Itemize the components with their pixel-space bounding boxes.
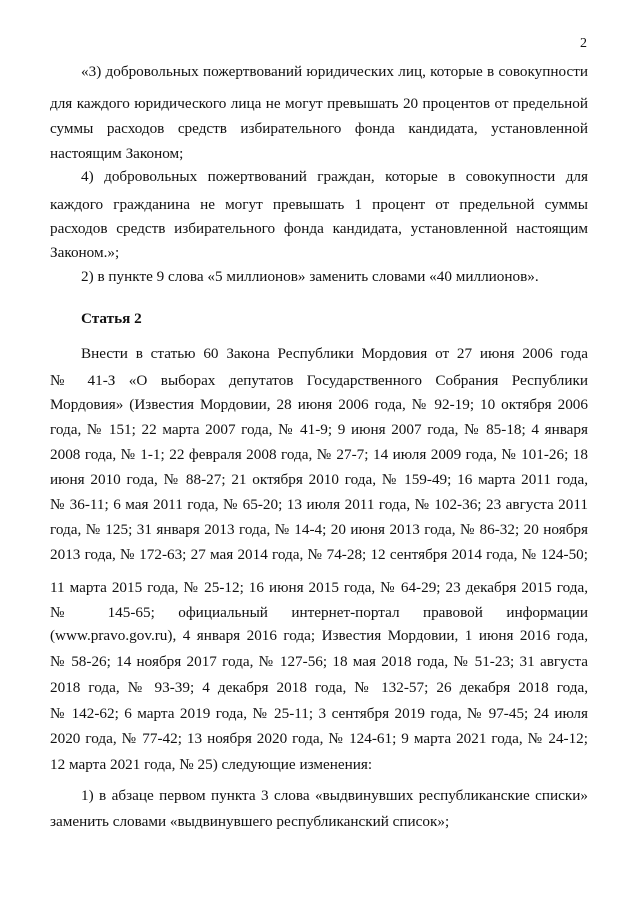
paragraph-line: июня 2010 года, № 88-27; 21 октября 2010 года, № 159-49; 16 марта 2011 года, <box>50 471 588 488</box>
paragraph-line: года, № 125; 31 января 2013 года, № 14-4; 20 июня 2013 года, № 86-32; 20 ноября <box>50 521 588 538</box>
paragraph-line: Внести в статью 60 Закона Республики Мордовия от 27 июня 2006 года <box>81 345 588 362</box>
paragraph-line: № 41-З «О выборах депутатов Государственного Собрания Республики <box>50 372 588 389</box>
paragraph-line: 11 марта 2015 года, № 25-12; 16 июня 2015 года, № 64-29; 23 декабря 2015 года, <box>50 579 588 596</box>
page-number: 2 <box>580 36 587 51</box>
paragraph-line: 1) в абзаце первом пункта 3 слова «выдвинувших республиканские списки» <box>81 787 588 804</box>
paragraph-line: суммы расходов средств избирательного фонда кандидата, установленной <box>50 120 588 137</box>
paragraph-line: «3) добровольных пожертвований юридических лиц, которые в совокупности <box>81 63 588 80</box>
paragraph-line: 4) добровольных пожертвований граждан, которые в совокупности для <box>81 168 588 185</box>
paragraph-line: 2008 года, № 1-1; 22 февраля 2008 года, № 27-7; 14 июля 2009 года, № 101-26; 18 <box>50 446 588 463</box>
paragraph-line: (www.pravo.gov.ru), 4 января 2016 года; Известия Мордовии, 1 июня 2016 года, <box>50 627 588 644</box>
paragraph-line: 2) в пункте 9 слова «5 миллионов» заменить словами «40 миллионов». <box>81 268 539 285</box>
paragraph-line: расходов средств избирательного фонда кандидата, установленной настоящим <box>50 220 588 237</box>
paragraph-line: 2020 года, № 77-42; 13 ноября 2020 года, № 124-61; 9 марта 2021 года, № 24-12; <box>50 730 588 747</box>
paragraph-line: Законом.»; <box>50 244 120 261</box>
paragraph-line: заменить словами «выдвинувшего республиканский список»; <box>50 813 450 830</box>
paragraph-line: № 58-26; 14 ноября 2017 года, № 127-56; 18 мая 2018 года, № 51-23; 31 августа <box>50 653 588 670</box>
paragraph-line: Мордовия» (Известия Мордовии, 28 июня 2006 года, № 92-19; 10 октября 2006 <box>50 396 588 413</box>
paragraph-line: 12 марта 2021 года, № 25) следующие изменения: <box>50 756 373 773</box>
paragraph-line: № 36-11; 6 мая 2011 года, № 65-20; 13 июля 2011 года, № 102-36; 23 августа 2011 <box>50 496 588 513</box>
paragraph-line: № 142-62; 6 марта 2019 года, № 25-11; 3 сентября 2019 года, № 97-45; 24 июля <box>50 705 588 722</box>
paragraph-line: 2018 года, № 93-39; 4 декабря 2018 года, № 132-57; 26 декабря 2018 года, <box>50 679 588 696</box>
paragraph-line: настоящим Законом; <box>50 145 184 162</box>
paragraph-line: каждого гражданина не могут превышать 1 процент от предельной суммы <box>50 196 588 213</box>
paragraph-line: для каждого юридического лица не могут превышать 20 процентов от предельной <box>50 95 588 112</box>
paragraph-line: 2013 года, № 172-63; 27 мая 2014 года, № 74-28; 12 сентября 2014 года, № 124-50; <box>50 546 588 563</box>
paragraph-line: № 145-65; официальный интернет-портал правовой информации <box>50 604 588 621</box>
paragraph-line: года, № 151; 22 марта 2007 года, № 41-9; 9 июня 2007 года, № 85-18; 4 января <box>50 421 588 438</box>
article-heading: Статья 2 <box>81 310 142 327</box>
